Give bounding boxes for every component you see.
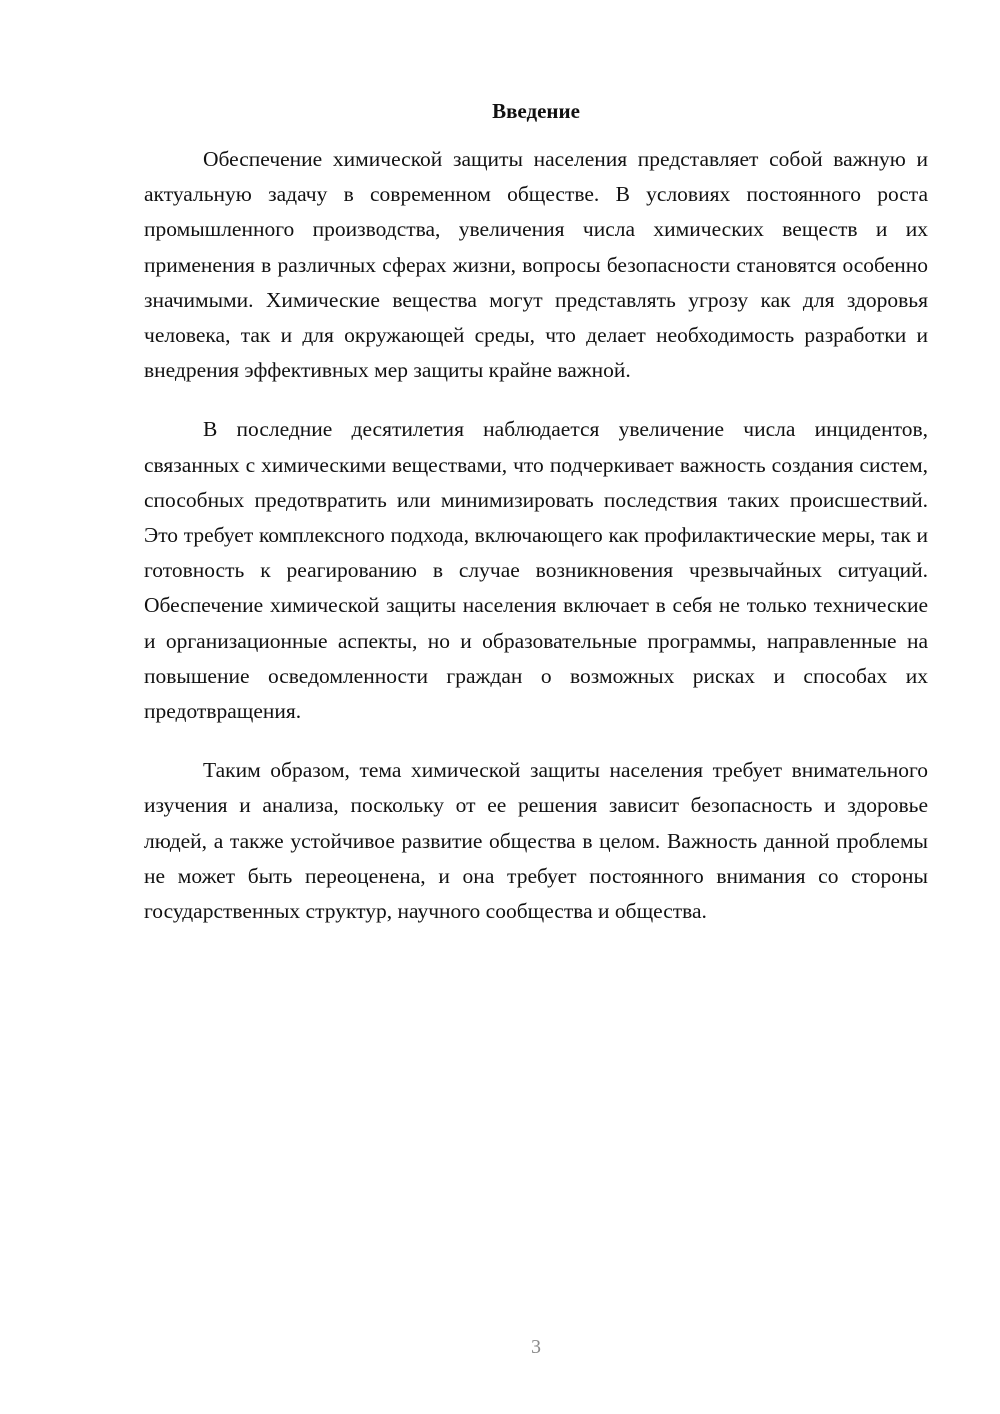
paragraph-2: В последние десятилетия наблюдается увеличение числа инцидентов, связанных с химическими веществами, что подчеркивает важность создания систем, способных предотвратить или минимизировать последствия таких происшествий. Это требует комплексного подхода, включающего как профилактические меры, так и готовность к реагированию в случае возникновения чрезвычайных ситуаций. Обеспечение химической защиты населения включает в себя не только технические и организационные аспекты, но и образовательные программы, направленные на повышение осведомленности граждан о возможных рисках и способах их предотвращения. (144, 417, 928, 724)
section-heading: Введение (492, 99, 580, 123)
paragraph-3: Таким образом, тема химической защиты населения требует внимательного изучения и анализа, поскольку от ее решения зависит безопасность и здоровье людей, а также устойчивое развитие общества в целом. Важность данной проблемы не может быть переоценена, и она требует постоянного внимания со стороны государственных структур, научного сообщества и общества. (144, 758, 928, 924)
paragraph-1: Обеспечение химической защиты населения представляет собой важную и актуальную задачу в современном обществе. В условиях постоянного роста промышленного производства, увеличения числа химических веществ и их применения в различных сферах жизни, вопросы безопасности становятся особенно значимыми. Химические вещества могут представлять угрозу как для здоровья человека, так и для окружающей среды, что делает необходимость разработки и внедрения эффективных мер защиты крайне важной. (144, 147, 928, 383)
body-text (144, 142, 928, 953)
page-number: 3 (531, 1336, 541, 1358)
